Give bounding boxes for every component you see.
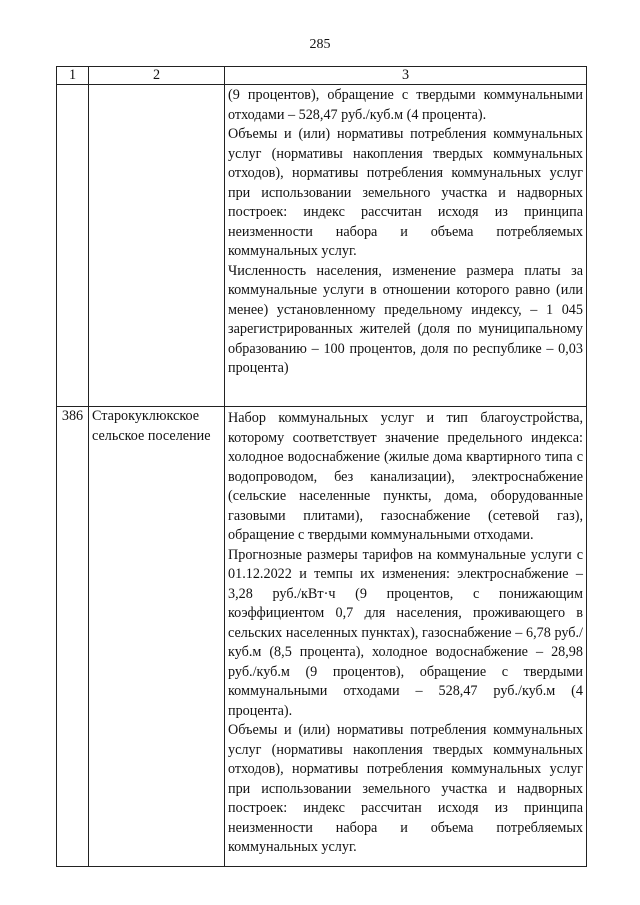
column-header-2: 2 <box>89 67 225 85</box>
column-header-3: 3 <box>225 67 587 85</box>
description-paragraph: Объемы и (или) нормативы потребления коммунальных услуг (нормативы накопления твердых коммунальных отходов), нормативы потребления коммунальных услуг при использовании земельного участка и надворных построек: индекс рассчитан исходя из принципа неизменности набора и объема потребляемых коммунальных услуг. <box>228 722 583 855</box>
table-row <box>57 85 587 407</box>
description-paragraph: Численность населения, изменение размера платы за коммунальные услуги в отношении которого равно (или менее) установленному предельному индексу, – 1 045 зарегистрированных жителей (доля по муниципальному образованию – 100 процентов, доля по республике – 0,03 процента) <box>228 262 583 376</box>
municipal-index-table <box>56 66 587 867</box>
row-number-cell <box>57 85 89 407</box>
page-number: 285 <box>309 37 331 52</box>
table-header-row <box>57 67 587 85</box>
description-paragraph: Прогнозные размеры тарифов на коммунальные услуги с 01.12.2022 и темпы их изменения: электроснабжение – 3,28 руб./кВт·ч (9 процентов, с понижающим коэффициентом 0,7 для населения, проживающего в сельских населенных пунктах), газоснабжение – 6,78 руб./куб.м (8,5 процента), холодное водоснабжение – 28,98 руб./куб.м (9 процентов), обращение с твердыми коммунальными отходами – 528,47 руб./куб.м (4 процента). <box>228 546 583 719</box>
settlement-name-cell: Старокуклюкское сельское поселение <box>89 407 225 867</box>
description-cell <box>225 407 587 867</box>
row-number-cell: 386 <box>57 407 89 867</box>
table-row <box>57 407 587 867</box>
description-paragraph: (9 процентов), обращение с твердыми коммунальными отходами – 528,47 руб./куб.м (4 процента). <box>228 87 583 123</box>
description-paragraph: Объемы и (или) нормативы потребления коммунальных услуг (нормативы накопления твердых коммунальных отходов), нормативы потребления коммунальных услуг при использовании земельного участка и надворных построек: индекс рассчитан исходя из принципа неизменности набора и объема потребляемых коммунальных услуг. <box>228 126 583 259</box>
settlement-name-cell <box>89 85 225 407</box>
description-paragraph: Набор коммунальных услуг и тип благоустройства, которому соответствует значение предельного индекса: холодное водоснабжение (жилые дома квартирного типа с водопроводом, без канализации), электроснабжение (сельские населенные пункты, дома, оборудованные газовыми плитами), газоснабжение (сетевой газ), обращение с твердыми коммунальными отходами. <box>228 410 583 543</box>
column-header-1: 1 <box>57 67 89 85</box>
description-cell <box>225 85 587 407</box>
